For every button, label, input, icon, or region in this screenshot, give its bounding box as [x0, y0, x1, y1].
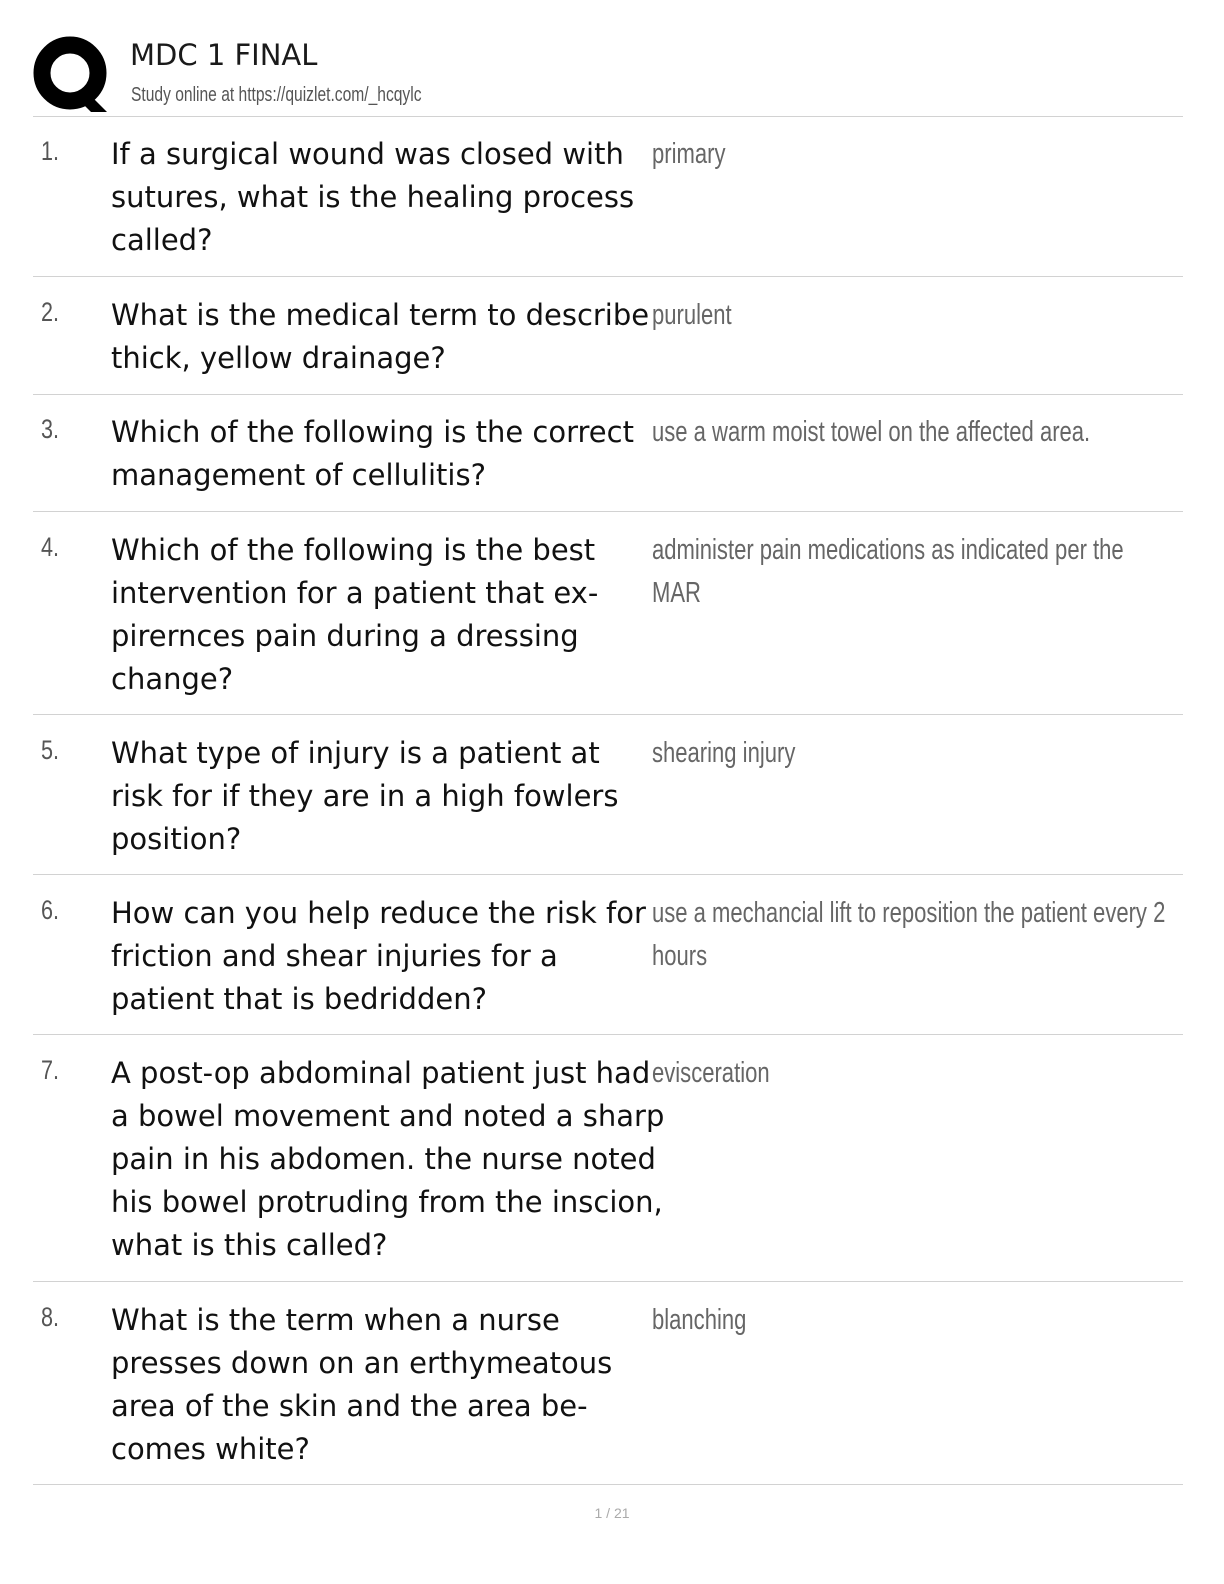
card-number: 1.	[41, 136, 60, 166]
page-number: 1 / 21	[594, 1505, 630, 1521]
divider	[33, 511, 1183, 512]
card-answer: blanching	[652, 1304, 747, 1336]
card-number: 4.	[41, 532, 60, 562]
divider	[33, 116, 1183, 117]
divider	[33, 1034, 1183, 1035]
card-question: What is the term when a nurse presses down on an erthymeatous area of the skin and the area be- comes white?	[111, 1303, 613, 1466]
divider	[33, 1484, 1183, 1485]
card-answer: use a warm moist towel on the affected area.	[652, 416, 1091, 448]
card-number: 7.	[41, 1055, 60, 1085]
page-title: MDC 1 FINAL	[130, 38, 318, 72]
card-number: 5.	[41, 735, 60, 765]
card-question: Which of the following is the correct management of cellulitis?	[111, 415, 634, 492]
card-answer: purulent	[652, 299, 732, 331]
divider	[33, 1281, 1183, 1282]
divider	[33, 714, 1183, 715]
card-answer: evisceration	[652, 1057, 770, 1089]
card-number: 6.	[41, 895, 60, 925]
card-question: A post-op abdominal patient just had a bowel movement and noted a sharp pain in his abdomen. the nurse noted his bowel protruding from the inscion, what is this called?	[111, 1056, 665, 1262]
card-number: 8.	[41, 1302, 60, 1332]
divider	[33, 394, 1183, 395]
card-answer: use a mechancial lift to reposition the patient every 2 hours	[652, 897, 1166, 972]
card-question: What type of injury is a patient at risk for if they are in a high fowlers position?	[111, 736, 619, 856]
divider	[33, 276, 1183, 277]
card-number: 3.	[41, 414, 60, 444]
quizlet-logo-icon	[33, 36, 111, 114]
page-header	[33, 30, 1183, 116]
card-question: Which of the following is the best intervention for a patient that ex- pirernces pain during a dressing change?	[111, 533, 599, 696]
card-number: 2.	[41, 297, 60, 327]
card-question: If a surgical wound was closed with sutures, what is the healing process called?	[111, 137, 635, 257]
card-answer: administer pain medications as indicated per the MAR	[652, 534, 1124, 609]
card-answer: shearing injury	[652, 737, 796, 769]
study-online-link[interactable]: Study online at https://quizlet.com/_hcqylc	[131, 84, 422, 106]
divider	[33, 874, 1183, 875]
card-question: What is the medical term to describe thick, yellow drainage?	[111, 298, 650, 375]
card-answer: primary	[652, 138, 726, 170]
card-question: How can you help reduce the risk for friction and shear injuries for a patient that is bedridden?	[111, 896, 646, 1016]
